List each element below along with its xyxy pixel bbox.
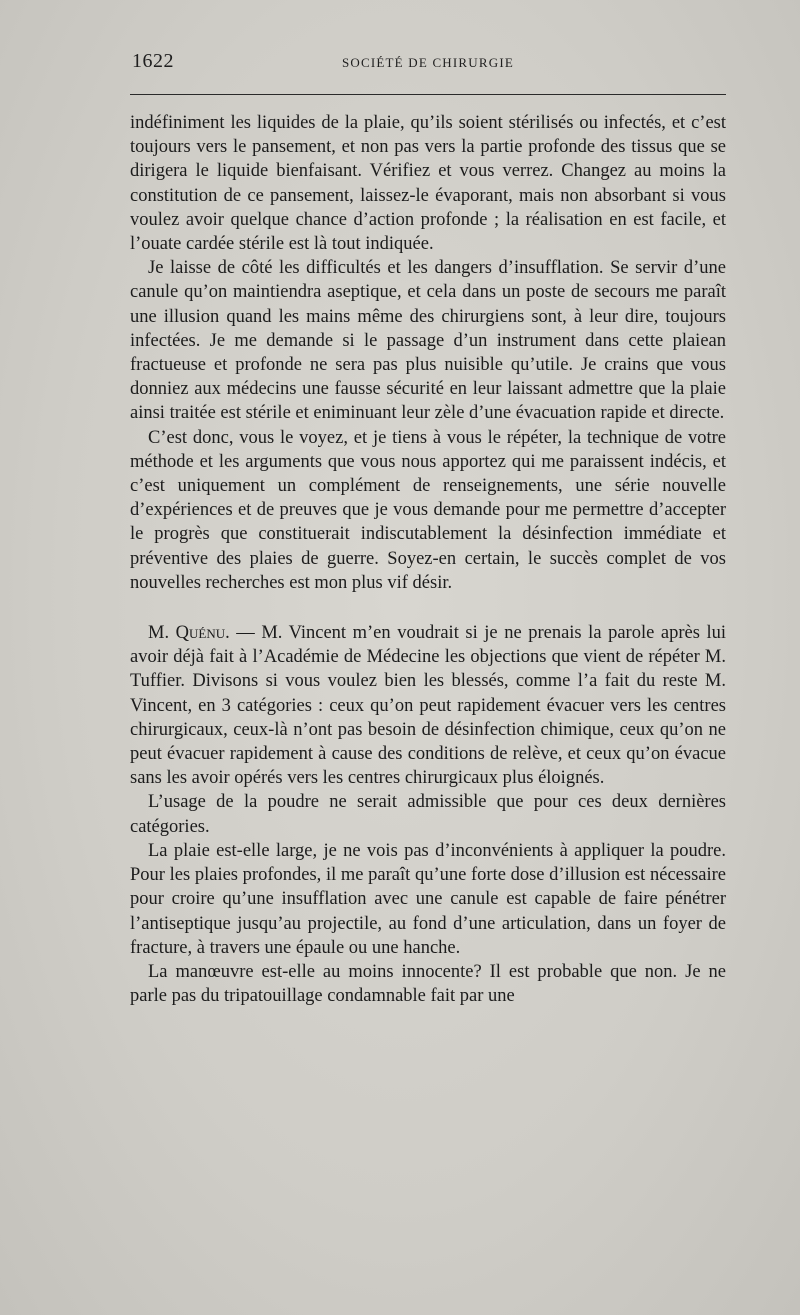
running-head-title: SOCIÉTÉ DE CHIRURGIE — [341, 55, 515, 70]
body-text — [130, 111, 726, 1008]
speaker-name: M. Quénu. — [148, 623, 230, 644]
running-head — [130, 50, 726, 80]
header-rule — [130, 94, 726, 95]
section-gap — [130, 595, 726, 621]
paragraph-7: La manœuvre est-elle au moins innocente? Il est probable que non. Je ne parle pas du tripatouillage condamnable fait par une — [130, 961, 726, 1007]
paragraph-3: C’est donc, vous le voyez, et je tiens à vous le répéter, la technique de votre méthode et les arguments que vous nous apportez qui me paraissent indécis, et c’est uniquement un complément de renseignements, une série nouvelle d’expériences et de preuves que je vous demande pour me permettre d’accepter le progrès que constituerait indiscutablement la désinfection immédiate et préventive des plaies de guerre. Soyez-en certain, le succès complet de vos nouvelles recherches est mon plus vif désir. — [130, 427, 726, 593]
paragraph-4 — [130, 621, 726, 790]
paragraph-5: L’usage de la poudre ne serait admissible que pour ces deux dernières catégories. — [130, 792, 726, 837]
paragraph-6: La plaie est-elle large, je ne vois pas d’inconvénients à appliquer la poudre. Pour les plaies profondes, il me paraît qu’une forte dose d’illusion est nécessaire pour croire qu’une insufflation avec une canule est capable de faire pénétrer l’antiseptique jusqu’au projectile, au fond d’une articulation, dans un foyer de fracture, à travers une épaule ou une hanche. — [130, 840, 726, 958]
page-number: 1622 — [132, 50, 174, 72]
paragraph-1: indéfiniment les liquides de la plaie, qu’ils soient stérilisés ou infectés, et c’est toujours vers le pansement, et non pas vers la partie profonde des tissus que se dirigera le liquide bienfaisant. Vérifiez et vous verrez. Changez au moins la constitution de ce pansement, laissez-le évaporant, mais non absorbant si vous voulez avoir quelque chance d’action profonde ; la réalisation en est facile, et l’ouate cardée stérile est là tout indiquée. — [130, 113, 726, 255]
paragraph-4-text: — M. Vincent m’en voudrait si je ne prenais la parole après lui avoir déjà fait à l’Académie de Médecine les objections que vient de répéter M. Tuffier. Divisons si vous voulez bien les blessés, comme l’a fait du reste M. Vincent, en 3 catégories : ceux qu’on peut rapidement évacuer vers les centres chirurgicaux, ceux-là n’ont pas besoin de désinfection chimique, ceux qu’on ne peut évacuer rapidement à cause des conditions de relève, et ceux qu’on évacue sans les avoir opérés vers les centres chirurgicaux plus éloignés. — [130, 623, 726, 789]
paragraph-2: Je laisse de côté les difficultés et les dangers d’insufflation. Se servir d’une canule qu’on maintiendra aseptique, et cela dans un poste de secours me paraît une illusion quand les mains même des chirurgiens sont, à leur dire, toujours infectées. Je me demande si le passage d’un instrument dans cette plaiean fractueuse et profonde ne sera pas plus nuisible qu’utile. Je crains que vous donniez aux médecins une fausse sécurité en leur laissant admettre que la plaie ainsi traitée est stérile et eniminuant leur zèle d’une évacuation rapide et directe. — [130, 258, 726, 424]
